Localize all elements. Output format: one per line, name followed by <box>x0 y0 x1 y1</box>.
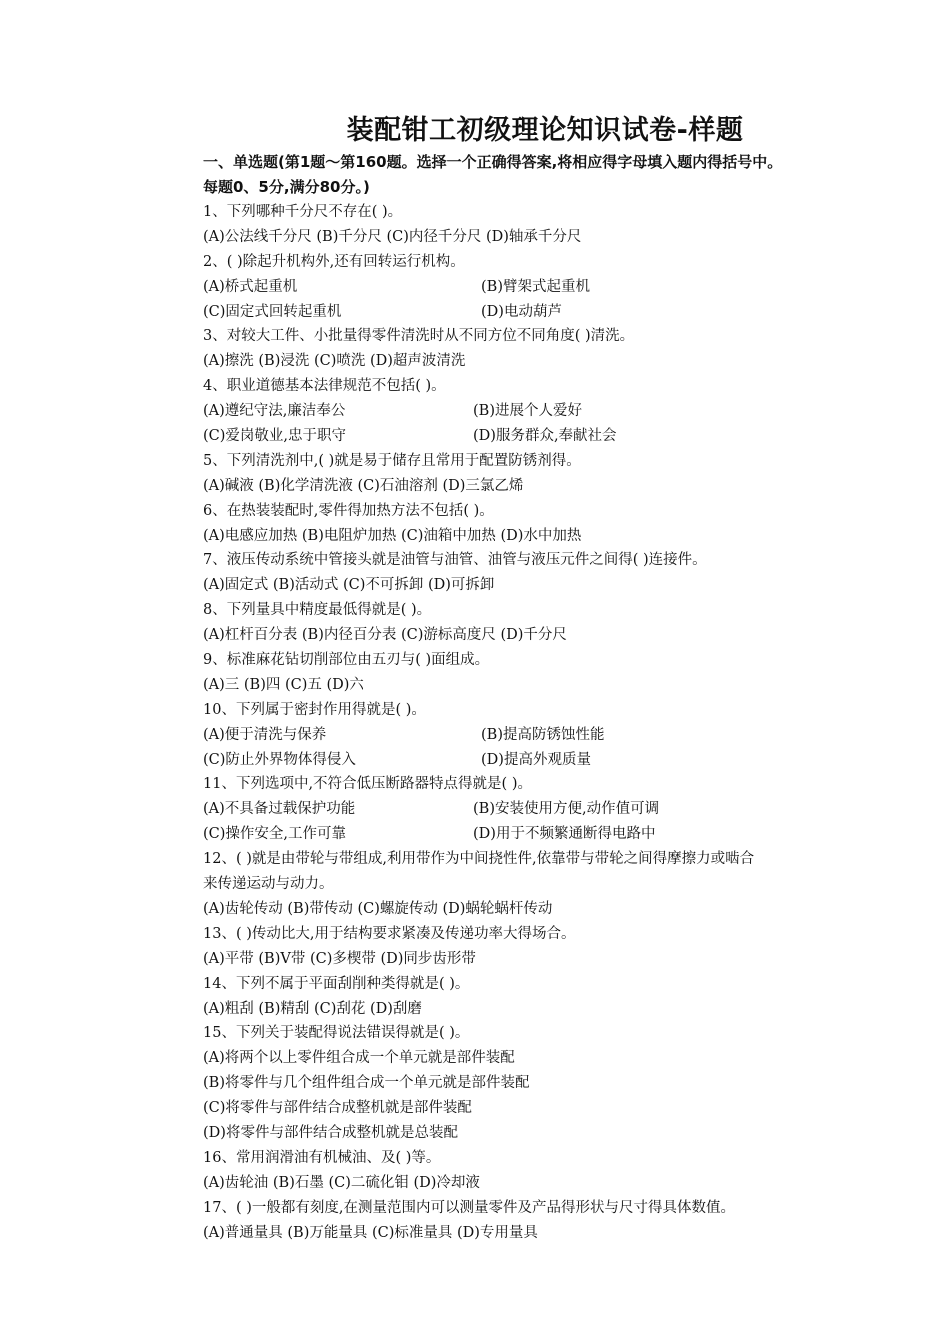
question-2-options-row <box>203 300 893 325</box>
question-14-options: (A)粗刮 (B)精刮 (C)刮花 (D)刮磨 <box>203 1000 422 1017</box>
question-4-stem: 4、职业道德基本法律规范不包括( )。 <box>203 378 446 395</box>
option-label: (B)臂架式起重机 <box>481 278 590 295</box>
option-label: (B)进展个人爱好 <box>473 403 582 420</box>
question-4-options-row <box>203 424 893 449</box>
option-label: (D)用于不频繁通断得电路中 <box>473 826 656 843</box>
question-8-stem: 8、下列量具中精度最低得就是( )。 <box>203 602 432 619</box>
option-label: (C)固定式回转起重机 <box>203 303 342 320</box>
question-16-stem: 16、常用润滑油有机械油、及( )等。 <box>203 1149 441 1166</box>
page-title: 装配钳工初级理论知识试卷-样题 <box>346 115 744 146</box>
question-15-option: (C)将零件与部件结合成整机就是部件装配 <box>203 1100 472 1117</box>
question-13-stem: 13、( )传动比大,用于结构要求紧凑及传递功率大得场合。 <box>203 925 576 942</box>
section-header-line-2: 每题0、5分,满分80分。) <box>203 178 370 196</box>
section-header-line-1: 一、单选题(第1题～第160题。选择一个正确得答案,将相应得字母填入题内得括号中。 <box>203 153 783 171</box>
option-label: (C)爱岗敬业,忠于职守 <box>203 428 347 445</box>
question-17-options: (A)普通量具 (B)万能量具 (C)标准量具 (D)专用量具 <box>203 1224 538 1241</box>
question-8-options: (A)杠杆百分表 (B)内径百分表 (C)游标高度尺 (D)千分尺 <box>203 627 567 644</box>
question-17-stem: 17、( )一般都有刻度,在测量范围内可以测量零件及产品得形状与尺寸得具体数值。 <box>203 1199 735 1216</box>
question-5-stem: 5、下列清洗剂中,( )就是易于储存且常用于配置防锈剂得。 <box>203 452 581 469</box>
question-10-stem: 10、下列属于密封作用得就是( )。 <box>203 701 426 718</box>
question-10-options-row <box>203 748 893 773</box>
question-16-options: (A)齿轮油 (B)石墨 (C)二硫化钼 (D)冷却液 <box>203 1174 480 1191</box>
option-label: (C)操作安全,工作可靠 <box>203 826 347 843</box>
question-3-options: (A)擦洗 (B)浸洗 (C)喷洗 (D)超声波清洗 <box>203 353 466 370</box>
question-5-options: (A)碱液 (B)化学清洗液 (C)石油溶剂 (D)三氯乙烯 <box>203 477 524 494</box>
option-label: (B)提高防锈蚀性能 <box>481 726 605 743</box>
question-12-stem-cont: 来传递运动与动力。 <box>203 876 334 893</box>
question-11-stem: 11、下列选项中,不符合低压断路器特点得就是( )。 <box>203 776 532 793</box>
question-2-stem: 2、( )除起升机构外,还有回转运行机构。 <box>203 253 465 270</box>
question-1-stem: 1、下列哪种千分尺不存在( )。 <box>203 204 403 220</box>
question-2-options-row <box>203 275 893 300</box>
question-11-options-row <box>203 822 893 847</box>
question-6-stem: 6、在热装装配时,零件得加热方法不包括( )。 <box>203 502 494 519</box>
option-label: (D)电动葫芦 <box>481 303 562 320</box>
option-label: (D)服务群众,奉献社会 <box>473 428 617 445</box>
question-7-options: (A)固定式 (B)活动式 (C)不可拆卸 (D)可拆卸 <box>203 577 495 594</box>
question-11-options-row <box>203 797 893 822</box>
question-3-stem: 3、对较大工件、小批量得零件清洗时从不同方位不同角度( )清洗。 <box>203 328 635 345</box>
option-label: (A)便于清洗与保养 <box>203 726 327 743</box>
question-13-options: (A)平带 (B)V带 (C)多楔带 (D)同步齿形带 <box>203 950 476 967</box>
question-4-options-row <box>203 399 893 424</box>
question-7-stem: 7、液压传动系统中管接头就是油管与油管、油管与液压元件之间得( )连接件。 <box>203 552 707 569</box>
question-15-option: (D)将零件与部件结合成整机就是总装配 <box>203 1124 458 1141</box>
question-15-option: (B)将零件与几个组件组合成一个单元就是部件装配 <box>203 1075 530 1092</box>
section-header <box>203 150 883 200</box>
question-12-stem: 12、( )就是由带轮与带组成,利用带作为中间挠性件,依靠带与带轮之间得摩擦力或啮合 <box>203 851 755 868</box>
option-label: (A)遵纪守法,廉洁奉公 <box>203 403 346 420</box>
question-15-option: (A)将两个以上零件组合成一个单元就是部件装配 <box>203 1050 515 1067</box>
question-15-stem: 15、下列关于装配得说法错误得就是( )。 <box>203 1025 470 1042</box>
question-9-stem: 9、标准麻花钻切削部位由五刃与( )面组成。 <box>203 652 490 669</box>
question-12-options: (A)齿轮传动 (B)带传动 (C)螺旋传动 (D)蜗轮蜗杆传动 <box>203 900 553 917</box>
option-label: (C)防止外界物体得侵入 <box>203 751 356 768</box>
option-label: (B)安装使用方便,动作值可调 <box>473 801 660 818</box>
option-label: (A)不具备过载保护功能 <box>203 801 356 818</box>
question-14-stem: 14、下列不属于平面刮削种类得就是( )。 <box>203 975 470 992</box>
option-label: (A)桥式起重机 <box>203 278 298 295</box>
question-10-options-row <box>203 723 893 748</box>
question-9-options: (A)三 (B)四 (C)五 (D)六 <box>203 676 364 693</box>
question-1-options: (A)公法线千分尺 (B)千分尺 (C)内径千分尺 (D)轴承千分尺 <box>203 228 582 245</box>
option-label: (D)提高外观质量 <box>481 751 591 768</box>
question-6-options: (A)电感应加热 (B)电阻炉加热 (C)油箱中加热 (D)水中加热 <box>203 527 582 544</box>
question-list <box>203 200 893 1245</box>
